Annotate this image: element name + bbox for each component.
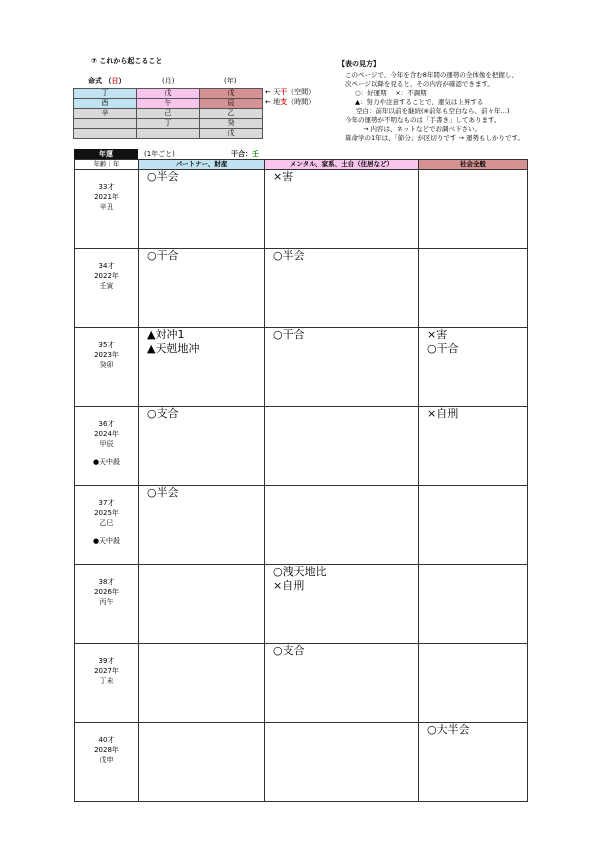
- social-cell: [419, 486, 528, 565]
- kanshi: 壬寅: [99, 282, 114, 290]
- kanshi: 癸卯: [99, 361, 114, 369]
- year-cell: [75, 249, 139, 328]
- meishiki-cell: 酉: [74, 99, 137, 109]
- year: 2023年: [94, 351, 119, 359]
- legend-line: 今年の運勢が不明なものは「手書き」してあります。: [345, 116, 501, 124]
- event-item: ○支合: [273, 644, 305, 657]
- year-cell: [75, 407, 139, 486]
- kangou-value: 壬: [252, 150, 259, 158]
- mental-cell: [265, 170, 419, 249]
- partner-cell: [139, 328, 265, 407]
- legend-title: 【表の見方】: [338, 60, 380, 68]
- legend-line: このページで、今年を含む8年間の運勢の全体像を把握し、: [345, 71, 518, 79]
- meishiki-cell: 丁: [137, 119, 200, 129]
- meishiki-cell: 丁: [74, 89, 137, 99]
- partner-cell: [139, 644, 265, 723]
- header-partner: パートナー、財産: [139, 160, 265, 170]
- meishiki-cell: 癸: [200, 119, 263, 129]
- age: 39才: [98, 657, 115, 665]
- legend-line: 算命学の1年は、「節分」が区切りです → 運勢もしかりです。: [345, 134, 524, 142]
- mental-cell: [265, 565, 419, 644]
- mental-cell: [265, 328, 419, 407]
- age: 37才: [98, 499, 115, 507]
- chishi-note: [265, 98, 315, 107]
- meishiki-cell: [74, 129, 137, 139]
- meishiki-cell: 戊: [137, 89, 200, 99]
- legend-line: 次ページ以降を見ると、その内容が確認できます。: [345, 80, 494, 88]
- event-item: ×害: [273, 170, 294, 183]
- age: 34才: [98, 262, 115, 270]
- kangou-label: [231, 150, 259, 159]
- event-item: ▲対冲1: [147, 328, 185, 341]
- year: 2025年: [94, 509, 119, 517]
- kanshi: 丙午: [99, 598, 114, 606]
- table-row: [75, 328, 528, 407]
- event-item: ○大半会: [427, 723, 470, 736]
- social-cell: [419, 328, 528, 407]
- table-row: [75, 723, 528, 802]
- table-row: [75, 170, 528, 249]
- section-title: ⑦ これから起こること: [91, 57, 163, 65]
- nenun-note: (1年ごと): [144, 150, 175, 158]
- legend-line: → 内容は、ネットなどでお調べ下さい。: [363, 125, 482, 133]
- header-age-year: 年齢｜年: [75, 160, 139, 170]
- kangou-label-text: 干合：: [231, 150, 252, 158]
- meishiki-row-1: [74, 89, 263, 99]
- meishiki-cell: 戊: [200, 89, 263, 99]
- meishiki-cell: [137, 129, 200, 139]
- meishiki-title: 命式: [88, 77, 102, 85]
- partner-cell: [139, 723, 265, 802]
- social-cell: [419, 723, 528, 802]
- chishi-note-pre: ← 地: [265, 98, 281, 106]
- mental-cell: [265, 644, 419, 723]
- event-item: ○半会: [273, 249, 305, 262]
- year: 2026年: [94, 588, 119, 596]
- kanshi: 丁未: [99, 677, 114, 685]
- meishiki-row-2: [74, 99, 263, 109]
- header-social: 社会全般: [419, 160, 528, 170]
- event-item: ×害: [427, 328, 448, 341]
- year: 2021年: [94, 193, 119, 201]
- year: 2022年: [94, 272, 119, 280]
- partner-cell: [139, 170, 265, 249]
- meishiki-label: [88, 77, 125, 86]
- social-cell: [419, 407, 528, 486]
- table-row: [75, 249, 528, 328]
- mental-cell: [265, 723, 419, 802]
- event-item: ○干合: [147, 249, 179, 262]
- legend-line: ○：好運期 ×：不調期: [355, 89, 427, 97]
- legend-line: 空白：前年以前を継続(※前年も空白なら、前々年…): [356, 107, 510, 115]
- social-cell: [419, 644, 528, 723]
- day-char: 日: [111, 77, 119, 85]
- year: 2028年: [94, 746, 119, 754]
- social-cell: [419, 170, 528, 249]
- partner-cell: [139, 565, 265, 644]
- year-cell: [75, 328, 139, 407]
- event-item: ▲天剋地冲: [147, 342, 200, 355]
- chishi-note-red: 支: [280, 98, 288, 106]
- year-cell: [75, 565, 139, 644]
- event-item: ○洩天地比: [273, 565, 327, 578]
- social-cell: [419, 249, 528, 328]
- year-cell: [75, 486, 139, 565]
- table-row: [75, 565, 528, 644]
- year: 2027年: [94, 667, 119, 675]
- partner-cell: [139, 486, 265, 565]
- mental-cell: [265, 407, 419, 486]
- fortune-table: [74, 159, 528, 802]
- tenkan-note-red: 干: [280, 88, 288, 96]
- day-paren-close: ）: [118, 77, 126, 85]
- meishiki-cell: [74, 119, 137, 129]
- tenkan-note-post: （空間）: [287, 88, 316, 96]
- kanshi: 辛丑: [99, 203, 114, 211]
- meishiki-table: [73, 88, 263, 139]
- tenkan-note: [265, 88, 315, 97]
- kanshi: 乙巳: [99, 519, 114, 527]
- meishiki-row-5: [74, 129, 263, 139]
- chishi-note-post: （時間）: [287, 98, 316, 106]
- meishiki-row-3: [74, 109, 263, 119]
- tenkan-note-pre: ← 天: [265, 88, 281, 96]
- year: 2024年: [94, 430, 119, 438]
- event-item: ×自刑: [427, 407, 459, 420]
- social-cell: [419, 565, 528, 644]
- meishiki-cell: 己: [137, 109, 200, 119]
- meishiki-cell: 辛: [74, 109, 137, 119]
- table-row: [75, 407, 528, 486]
- table-header: [75, 160, 528, 170]
- event-item: ○干合: [273, 328, 305, 341]
- meishiki-cell: 戊: [200, 129, 263, 139]
- age: 38才: [98, 578, 115, 586]
- kanshi: 甲辰: [99, 440, 114, 448]
- tenchusatsu-tag: ●天中殺: [92, 458, 121, 466]
- mental-cell: [265, 486, 419, 565]
- mental-cell: [265, 249, 419, 328]
- event-item: ○半会: [147, 486, 179, 499]
- event-item: ×自刑: [273, 579, 305, 592]
- partner-cell: [139, 407, 265, 486]
- tenchusatsu-tag: ●天中殺: [92, 537, 121, 545]
- table-row: [75, 644, 528, 723]
- year-cell: [75, 723, 139, 802]
- month-label: (月): [162, 77, 175, 85]
- event-item: ○支合: [147, 407, 179, 420]
- age: 33才: [98, 183, 115, 191]
- table-row: [75, 486, 528, 565]
- meishiki-row-4: [74, 119, 263, 129]
- event-item: ○半会: [147, 170, 179, 183]
- day-paren-open: （: [104, 77, 112, 85]
- meishiki-cell: 辰: [200, 99, 263, 109]
- event-item: ○干合: [427, 342, 459, 355]
- meishiki-cell: 午: [137, 99, 200, 109]
- age: 36才: [98, 420, 115, 428]
- legend-line: ▲：努力や注意することで、運気は上昇する: [355, 98, 484, 106]
- partner-cell: [139, 249, 265, 328]
- nenun-label: 年運: [74, 149, 138, 159]
- age: 35才: [98, 341, 115, 349]
- header-mental: メンタル、家系、土台（住居など）: [265, 160, 419, 170]
- year-label: (年): [224, 77, 237, 85]
- year-cell: [75, 644, 139, 723]
- year-cell: [75, 170, 139, 249]
- age: 40才: [98, 736, 115, 744]
- meishiki-cell: 乙: [200, 109, 263, 119]
- kanshi: 戊申: [99, 756, 114, 764]
